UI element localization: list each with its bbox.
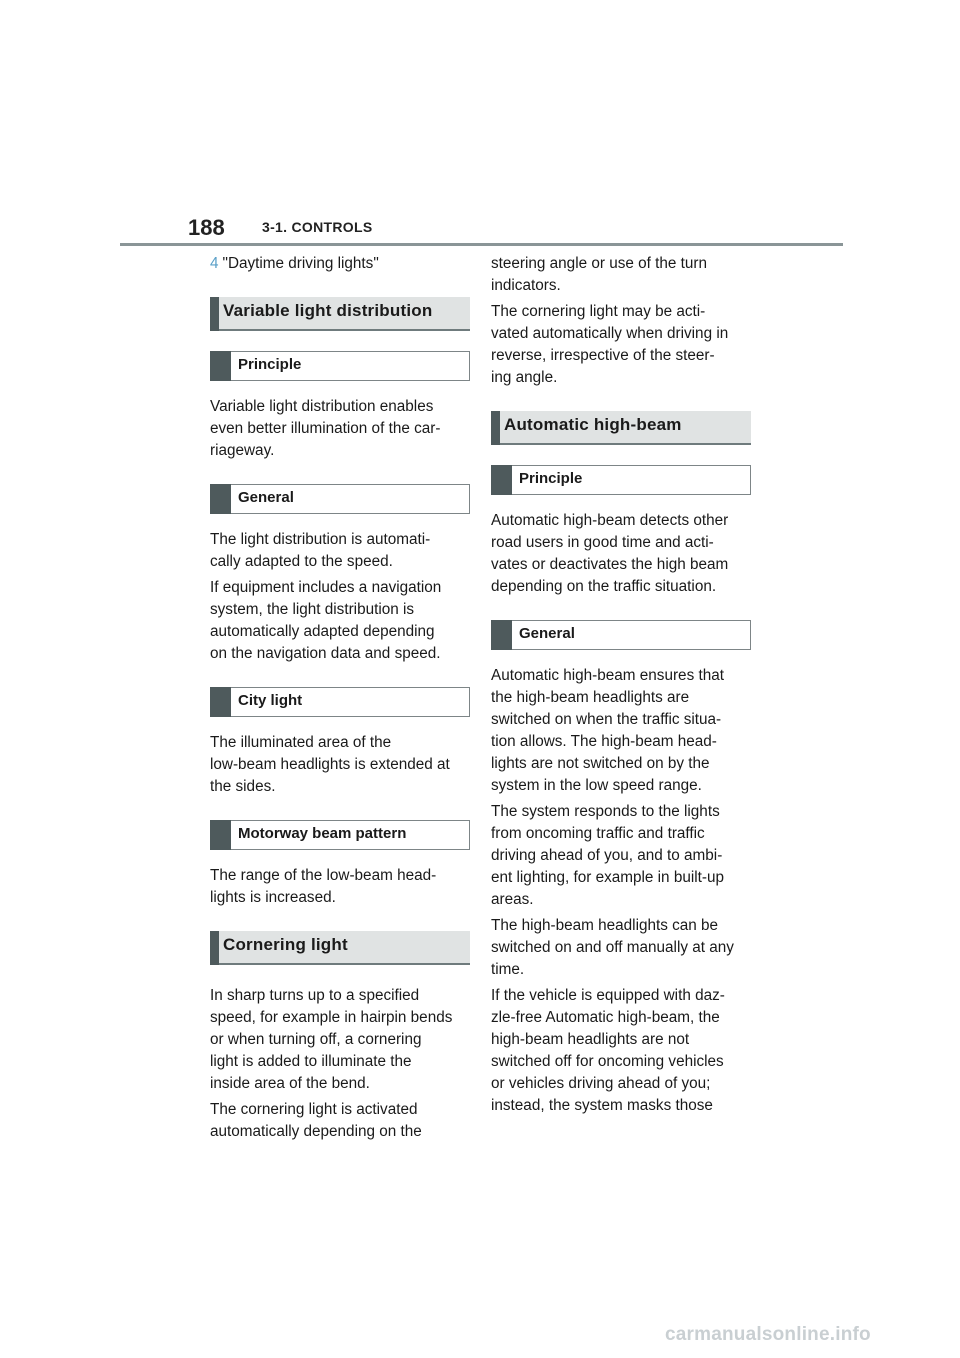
text-line: ent lighting, for example in built-up [491, 869, 724, 886]
text-line: Automatic high-beam detects other [491, 512, 729, 529]
text-line: The range of the low-beam head- [210, 867, 437, 884]
page-number: 188 [188, 215, 225, 240]
subheading-general: General [491, 620, 751, 650]
text-line: Variable light distribution enables [210, 398, 434, 415]
text-line: from oncoming traffic and traffic [491, 825, 705, 842]
heading-automatic-high-beam: Automatic high-beam [491, 411, 751, 445]
text-line: riageway. [210, 442, 275, 459]
heading-variable-light-distribution: Variable light distribution [210, 297, 470, 331]
text-line: In sharp turns up to a specified [210, 987, 420, 1004]
text-line: lights is increased. [210, 889, 336, 906]
text-line: even better illumination of the car- [210, 420, 441, 437]
text-line: switched on and off manually at any [491, 939, 734, 956]
text-line: speed, for example in hairpin bends [210, 1009, 453, 1026]
text-line: tion allows. The high-beam head- [491, 733, 717, 750]
paragraph-motorway-beam [210, 865, 470, 909]
header-divider [120, 243, 843, 246]
text-line: depending on the traffic situation. [491, 578, 717, 595]
text-line: The cornering light is activated [210, 1101, 418, 1118]
item-text: "Daytime driving lights" [222, 255, 379, 272]
text-line: instead, the system masks those [491, 1097, 713, 1114]
text-line: The system responds to the lights [491, 803, 720, 820]
text-line: lights are not switched on by the [491, 755, 710, 772]
text-line: road users in good time and acti- [491, 534, 714, 551]
paragraph-general-1 [210, 529, 470, 573]
heading-cornering-light: Cornering light [210, 931, 470, 965]
text-line: or when turning off, a cornering [210, 1031, 422, 1048]
text-line: The high-beam headlights can be [491, 917, 719, 934]
text-line: high-beam headlights are not [491, 1031, 690, 1048]
paragraph-general-2 [210, 577, 470, 665]
text-line: vated automatically when driving in [491, 325, 729, 342]
paragraph-high-beam-general-4 [491, 985, 751, 1117]
text-line: areas. [491, 891, 534, 908]
item-number: 4 [210, 255, 219, 272]
text-line: on the navigation data and speed. [210, 645, 441, 662]
text-line: system, the light distribution is [210, 601, 415, 618]
text-line: Automatic high-beam ensures that [491, 667, 724, 684]
paragraph-cornering-cont-2 [491, 301, 751, 389]
text-line: The cornering light may be acti- [491, 303, 706, 320]
paragraph-city-light [210, 732, 470, 798]
text-line: cally adapted to the speed. [210, 553, 393, 570]
subheading-motorway-beam: Motorway beam pattern [210, 820, 470, 850]
text-line: the high-beam headlights are [491, 689, 690, 706]
text-line: The light distribution is automati- [210, 531, 431, 548]
text-line: steering angle or use of the turn [491, 255, 707, 272]
text-line: switched on when the traffic situa- [491, 711, 722, 728]
list-item-daytime-lights [210, 253, 470, 275]
text-line: zle-free Automatic high-beam, the [491, 1009, 720, 1026]
left-column [210, 253, 470, 1147]
text-line: The illuminated area of the [210, 734, 392, 751]
subheading-principle: Principle [491, 465, 751, 495]
text-line: driving ahead of you, and to ambi- [491, 847, 723, 864]
text-line: low-beam headlights is extended at [210, 756, 450, 773]
section-title: 3-1. CONTROLS [262, 219, 373, 235]
text-line: automatically adapted depending [210, 623, 435, 640]
paragraph-high-beam-general-3 [491, 915, 751, 981]
subheading-city-light: City light [210, 687, 470, 717]
watermark: carmanualsonline.info [665, 1324, 871, 1345]
text-line: If equipment includes a navigation [210, 579, 442, 596]
text-line: or vehicles driving ahead of you; [491, 1075, 711, 1092]
paragraph-cornering-2 [210, 1099, 470, 1143]
text-line: switched off for oncoming vehicles [491, 1053, 724, 1070]
paragraph-high-beam-general-2 [491, 801, 751, 911]
text-line: vates or deactivates the high beam [491, 556, 729, 573]
text-line: If the vehicle is equipped with daz- [491, 987, 725, 1004]
text-line: automatically depending on the [210, 1123, 422, 1140]
paragraph-cornering-cont-1 [491, 253, 751, 297]
text-line: system in the low speed range. [491, 777, 702, 794]
subheading-general: General [210, 484, 470, 514]
subheading-principle: Principle [210, 351, 470, 381]
text-line: light is added to illuminate the [210, 1053, 412, 1070]
paragraph-principle [210, 396, 470, 462]
text-line: indicators. [491, 277, 561, 294]
text-line: reverse, irrespective of the steer- [491, 347, 715, 364]
text-line: time. [491, 961, 525, 978]
text-line: the sides. [210, 778, 276, 795]
text-line: ing angle. [491, 369, 558, 386]
paragraph-cornering-1 [210, 985, 470, 1095]
right-column [491, 253, 751, 1121]
paragraph-high-beam-general-1 [491, 665, 751, 797]
paragraph-high-beam-principle [491, 510, 751, 598]
text-line: inside area of the bend. [210, 1075, 370, 1092]
